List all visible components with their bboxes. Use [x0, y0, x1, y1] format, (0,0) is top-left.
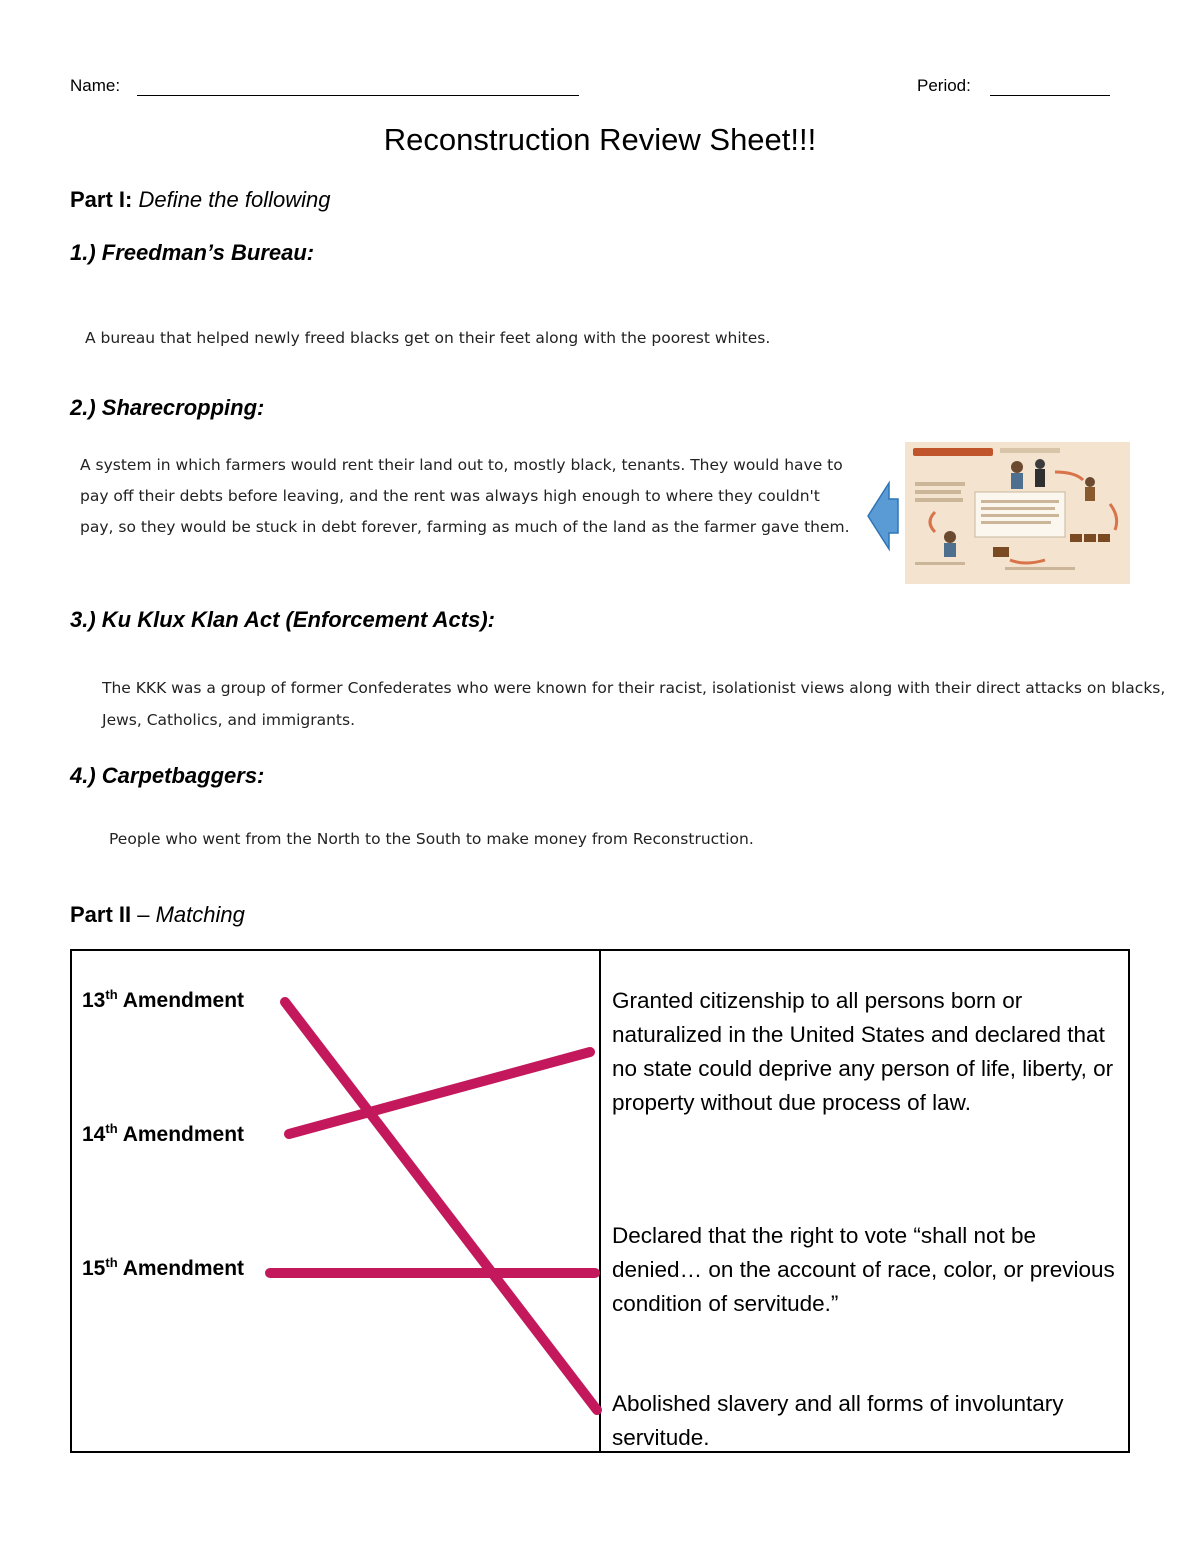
part1-label: Part I:: [70, 187, 133, 212]
part2-dash: –: [131, 902, 156, 927]
page-title: Reconstruction Review Sheet!!!: [383, 122, 817, 157]
answer-carpetbaggers: People who went from the North to the South to make money from Reconstruction.: [109, 830, 754, 848]
name-label: Name:: [70, 76, 121, 95]
period-label: Period:: [917, 76, 971, 95]
term-freedmans-bureau: 1.) Freedman’s Bureau:: [70, 240, 315, 265]
answer-freedmans-bureau: A bureau that helped newly freed blacks get on their feet along with the poorest whites.: [85, 329, 771, 347]
answer-sharecropping: A system in which farmers would rent their land out to, mostly black, tenants. They would have to pay off their debts before leaving, and the rent was always high enough to where they couldn't pay, so they would be stuck in debt forever, farming as much of the land as the farmer gave them.: [80, 456, 850, 536]
amendment-15-suffix: th: [105, 1255, 118, 1270]
definition-voting-right: Declared that the right to vote “shall not be denied… on the account of race, color, or previous condition of servitude.”: [612, 1223, 1115, 1316]
amendment-14-suffix: th: [105, 1121, 118, 1136]
amendment-13-suffix: th: [105, 987, 118, 1002]
part1-instruction: Define the following: [138, 187, 331, 212]
term-kkk-act: 3.) Ku Klux Klan Act (Enforcement Acts):: [70, 607, 495, 632]
amendment-15-word: Amendment: [117, 1257, 245, 1280]
amendment-14-num: 14: [82, 1123, 106, 1146]
term-carpetbaggers: 4.) Carpetbaggers:: [70, 763, 265, 788]
answer-kkk-act: The KKK was a group of former Confederates who were known for their racist, isolationist views along with their direct attacks on blacks, Jews, Catholics, and immigrants.: [102, 679, 1166, 729]
definition-citizenship: Granted citizenship to all persons born or naturalized in the United States and declared that no state could deprive any person of life, liberty, or property without due process of law.: [612, 988, 1114, 1115]
part2-instruction: Matching: [155, 902, 245, 927]
part2-label: Part II: [70, 902, 132, 927]
amendment-13-num: 13: [82, 989, 106, 1012]
term-sharecropping: 2.) Sharecropping:: [70, 395, 265, 420]
amendment-13-word: Amendment: [117, 989, 245, 1012]
amendment-15-num: 15: [82, 1257, 106, 1280]
amendment-14-word: Amendment: [117, 1123, 245, 1146]
definition-abolished-slavery: Abolished slavery and all forms of involuntary servitude.: [612, 1391, 1064, 1450]
